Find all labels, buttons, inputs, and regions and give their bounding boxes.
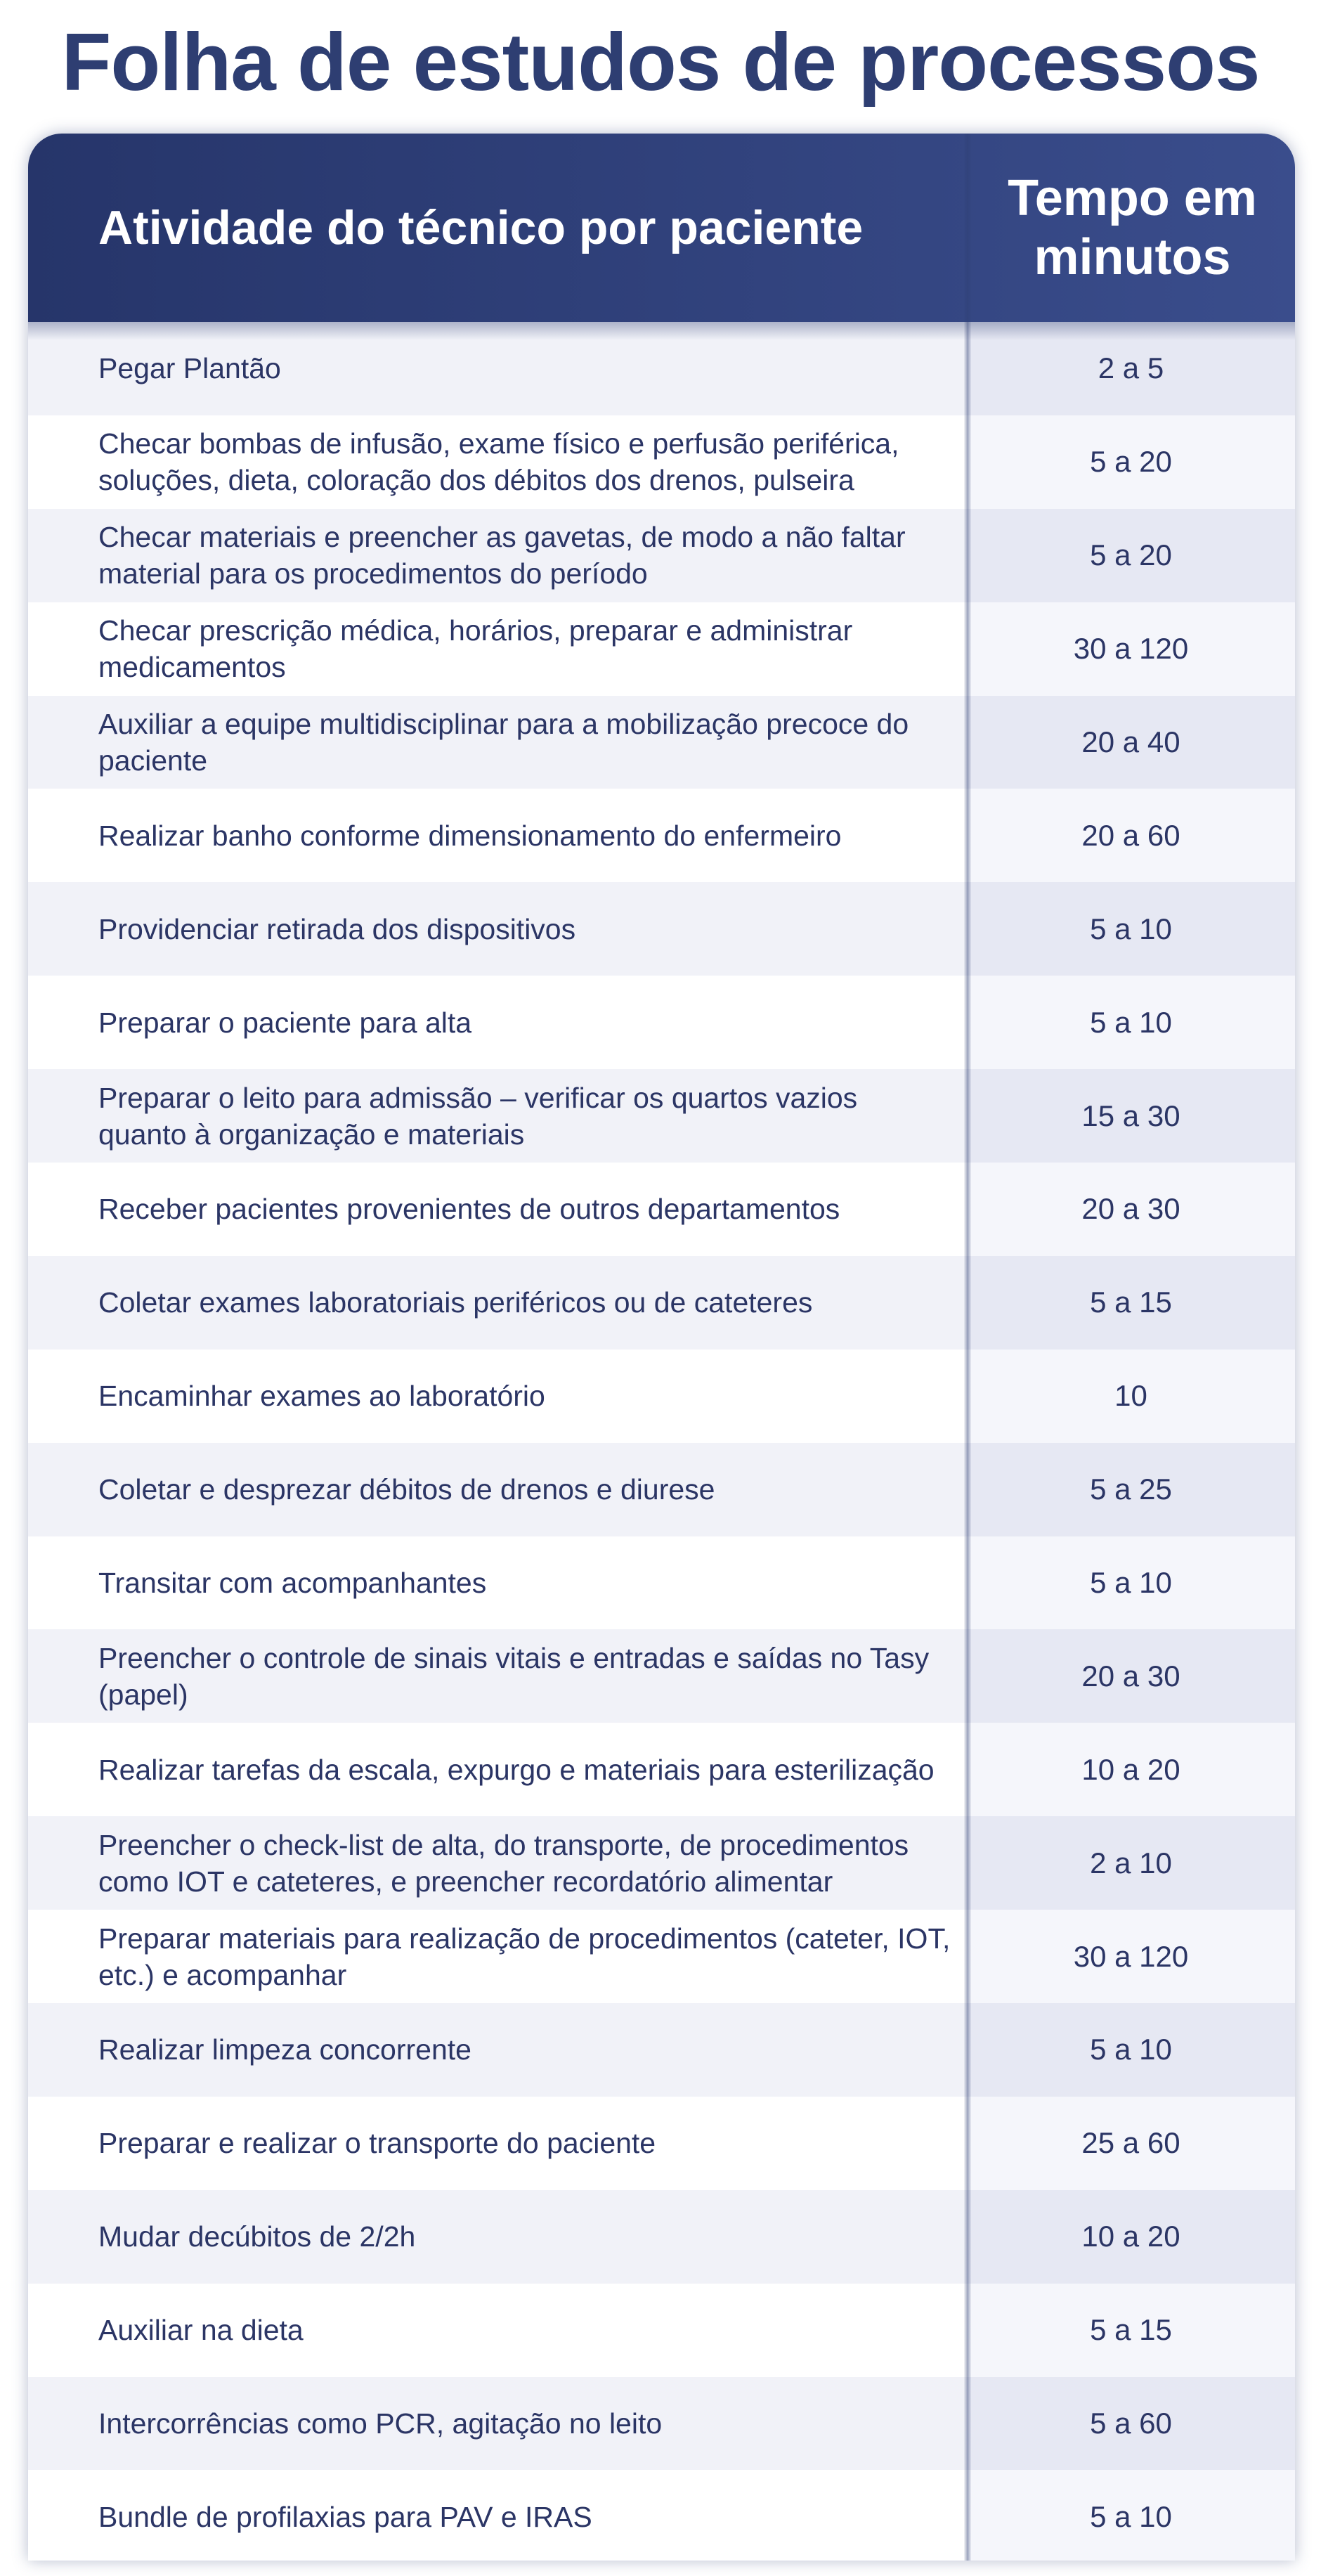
table-row	[28, 1163, 1295, 1256]
page-title: Folha de estudos de processos	[61, 16, 1260, 108]
table-row	[28, 882, 1295, 976]
activity-cell: Preparar o leito para admissão – verificar os quartos vazios quanto à organização e materiais	[28, 1069, 967, 1163]
table-row	[28, 789, 1295, 882]
activity-cell: Coletar e desprezar débitos de drenos e diurese	[28, 1443, 967, 1536]
time-cell: 20 a 60	[967, 789, 1295, 882]
time-cell: 5 a 15	[967, 2284, 1295, 2377]
time-cell: 5 a 25	[967, 1443, 1295, 1536]
table-row	[28, 1256, 1295, 1350]
table-row	[28, 1069, 1295, 1163]
activity-cell: Preparar o paciente para alta	[28, 976, 967, 1069]
time-cell: 10	[967, 1350, 1295, 1443]
time-cell: 5 a 15	[967, 1256, 1295, 1350]
table-row	[28, 1350, 1295, 1443]
time-cell: 20 a 30	[967, 1629, 1295, 1723]
time-cell: 5 a 10	[967, 976, 1295, 1069]
activity-cell: Coletar exames laboratoriais periféricos ou de cateteres	[28, 1256, 967, 1350]
table-row	[28, 976, 1295, 1069]
time-cell: 5 a 20	[967, 509, 1295, 602]
activity-cell: Preparar e realizar o transporte do paciente	[28, 2097, 967, 2190]
time-cell: 5 a 10	[967, 2470, 1295, 2561]
header-activity: Atividade do técnico por paciente	[98, 201, 864, 254]
activity-cell: Intercorrências como PCR, agitação no leito	[28, 2377, 967, 2471]
time-cell: 25 a 60	[967, 2097, 1295, 2190]
header-time: Tempo em minutos	[1008, 170, 1257, 285]
table-row	[28, 2470, 1295, 2561]
activity-cell: Encaminhar exames ao laboratório	[28, 1350, 967, 1443]
activity-cell: Preencher o controle de sinais vitais e entradas e saídas no Tasy (papel)	[28, 1629, 967, 1723]
activity-cell: Providenciar retirada dos dispositivos	[28, 882, 967, 976]
table-row	[28, 1536, 1295, 1630]
table-header	[28, 134, 1295, 322]
header-shadow	[28, 322, 1295, 340]
activity-cell: Bundle de profilaxias para PAV e IRAS	[28, 2470, 967, 2561]
time-cell: 10 a 20	[967, 2190, 1295, 2284]
time-cell: 30 a 120	[967, 602, 1295, 696]
time-cell: 30 a 120	[967, 1910, 1295, 2003]
activity-cell: Auxiliar a equipe multidisciplinar para a mobilização precoce do paciente	[28, 696, 967, 789]
table-row	[28, 2190, 1295, 2284]
table-row	[28, 1443, 1295, 1536]
table-row	[28, 2097, 1295, 2190]
activity-cell: Pegar Plantão	[28, 322, 967, 415]
time-cell: 5 a 10	[967, 2003, 1295, 2097]
activity-cell: Checar materiais e preencher as gavetas, de modo a não faltar material para os procedimentos do período	[28, 509, 967, 602]
table-row	[28, 602, 1295, 696]
table-row	[28, 1723, 1295, 1816]
activity-cell: Preencher o check-list de alta, do transporte, de procedimentos como IOT e cateteres, e preencher recordatório alimentar	[28, 1816, 967, 1910]
column-divider	[964, 134, 971, 2561]
activity-cell: Receber pacientes provenientes de outros departamentos	[28, 1163, 967, 1256]
time-cell: 5 a 10	[967, 882, 1295, 976]
time-cell: 15 a 30	[967, 1069, 1295, 1163]
table-row	[28, 2284, 1295, 2377]
activity-cell: Realizar tarefas da escala, expurgo e materiais para esterilização	[28, 1723, 967, 1816]
time-cell: 5 a 20	[967, 415, 1295, 509]
time-cell: 20 a 40	[967, 696, 1295, 789]
time-cell: 5 a 10	[967, 1536, 1295, 1630]
activity-cell: Auxiliar na dieta	[28, 2284, 967, 2377]
time-cell: 2 a 10	[967, 1816, 1295, 1910]
table-row	[28, 2003, 1295, 2097]
time-cell: 5 a 60	[967, 2377, 1295, 2471]
activity-cell: Realizar limpeza concorrente	[28, 2003, 967, 2097]
table-row	[28, 509, 1295, 602]
table-row	[28, 415, 1295, 509]
activity-cell: Realizar banho conforme dimensionamento do enfermeiro	[28, 789, 967, 882]
time-cell: 2 a 5	[967, 322, 1295, 415]
activity-cell: Transitar com acompanhantes	[28, 1536, 967, 1630]
process-table	[28, 134, 1295, 2561]
table-row	[28, 1816, 1295, 1910]
time-cell: 10 a 20	[967, 1723, 1295, 1816]
table-body	[28, 322, 1295, 2561]
activity-cell: Preparar materiais para realização de procedimentos (cateter, IOT, etc.) e acompanhar	[28, 1910, 967, 2003]
table-row	[28, 1629, 1295, 1723]
activity-cell: Checar prescrição médica, horários, preparar e administrar medicamentos	[28, 602, 967, 696]
table-row	[28, 1910, 1295, 2003]
table-row	[28, 2377, 1295, 2471]
time-cell: 20 a 30	[967, 1163, 1295, 1256]
table-row	[28, 696, 1295, 789]
activity-cell: Checar bombas de infusão, exame físico e perfusão periférica, soluções, dieta, coloração dos débitos dos drenos, pulseira	[28, 415, 967, 509]
activity-cell: Mudar decúbitos de 2/2h	[28, 2190, 967, 2284]
